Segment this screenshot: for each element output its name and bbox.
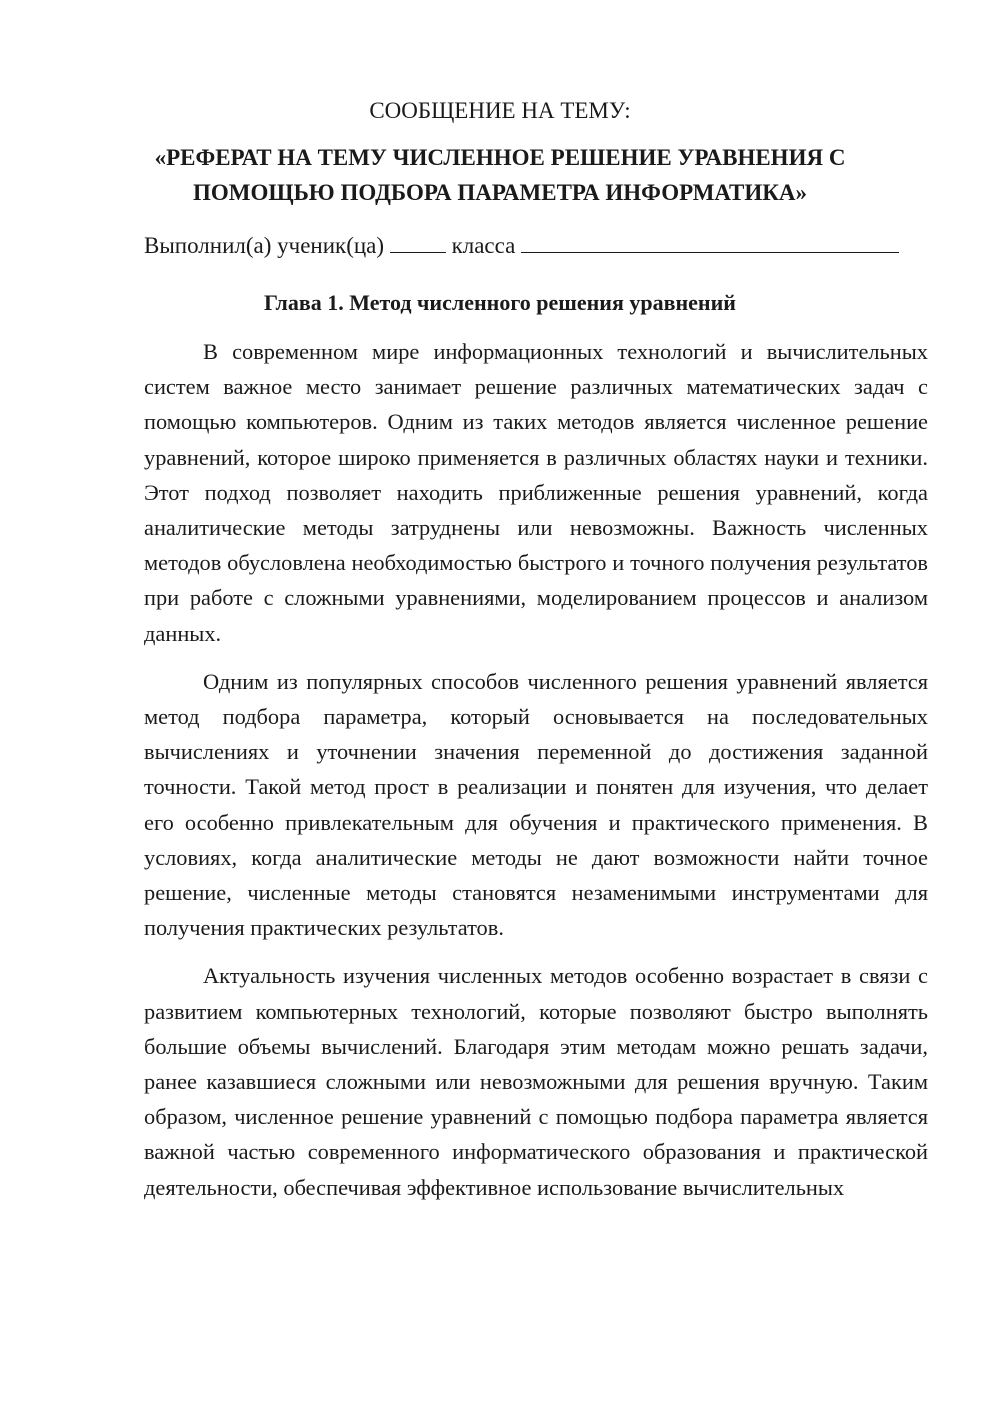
byline [144,228,899,263]
paragraph-1: В современном мире информационных технологий и вычислительных систем важное место занимает решение различных математических задач с помощью компьютеров. Одним из таких методов является численное решение уравнений, которое широко применяется в различных областях науки и техники. Этот подход позволяет находить приближенные решения уравнений, когда аналитические методы затруднены или невозможны. Важность численных методов обусловлена необходимостью быстрого и точного получения результатов при работе с сложными уравнениями, моделированием процессов и анализом данных. [144,339,928,646]
topic-label: СООБЩЕНИЕ НА ТЕМУ: [369,98,631,123]
chapter-heading: Глава 1. Метод численного решения уравнений [264,290,736,315]
paragraph-2: Одним из популярных способов численного решения уравнений является метод подбора параметра, который основывается на последовательных вычислениях и уточнении значения переменной до достижения заданной точности. Такой метод прост в реализации и понятен для изучения, что делает его особенно привлекательным для обучения и практического применения. В условиях, когда аналитические методы не дают возможности найти точное решение, численные методы становятся незаменимыми инструментами для получения практических результатов. [144,668,928,941]
class-blank-line [390,230,446,253]
body-text [144,334,928,1218]
title-line-2: ПОМОЩЬЮ ПОДБОРА ПАРАМЕТРА ИНФОРМАТИКА» [192,180,808,205]
class-label: класса [451,233,516,258]
title-line-1: «РЕФЕРАТ НА ТЕМУ ЧИСЛЕННОЕ РЕШЕНИЕ УРАВНЕНИЯ С [154,145,846,170]
document-title [0,140,1000,210]
name-blank-line [521,230,899,253]
paragraph-3: Актуальность изучения численных методов особенно возрастает в связи с развитием компьютерных технологий, которые позволяют быстро выполнять большие объемы вычислений. Благодаря этим методам можно решать задачи, ранее казавшиеся сложными или невозможными для решения вручную. Таким образом, численное решение уравнений с помощью подбора параметра является важной частью современного информатического образования и практической деятельности, обеспечивая эффективное использование вычислительных [144,963,928,1200]
performed-by-label: Выполнил(а) ученик(ца) [144,233,385,258]
